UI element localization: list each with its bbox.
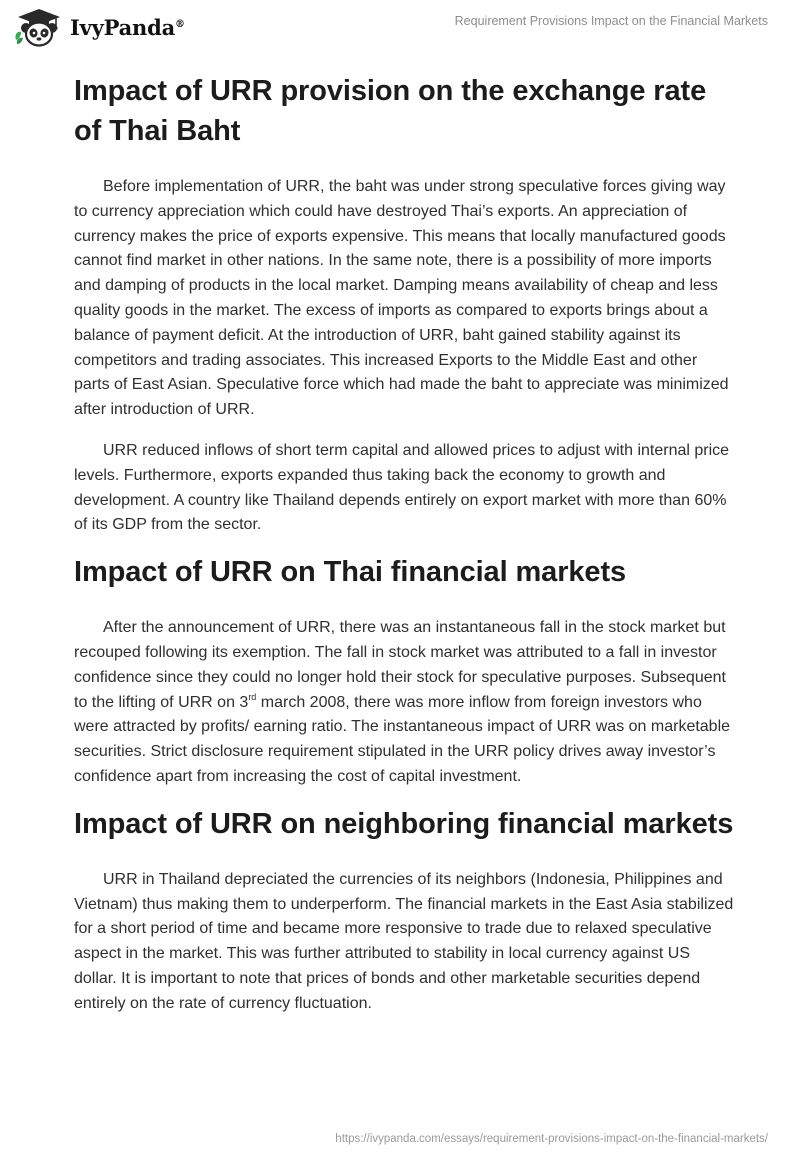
paragraph: URR reduced inflows of short term capital and allowed prices to adjust with internal price levels. Furthermore, exports expanded thus taking back the economy to growth and development. A country like Thailand depends entirely on export market with more than 60% of its GDP from the sector. bbox=[74, 441, 730, 534]
paragraph bbox=[74, 616, 734, 790]
logo-wordmark: IvyPanda® bbox=[70, 14, 185, 40]
ordinal-superscript: rd bbox=[248, 691, 257, 702]
paragraph: URR in Thailand depreciated the currencies of its neighbors (Indonesia, Philippines and Vietnam) thus making them to underperform. The financial markets in the East Asia stabilized for a short period of time and became more responsive to trade due to relaxed speculative aspect in the market. This was further attributed to stability in local currency against US dollar. It is important to note that prices of bonds and other marketable securities depend entirely on the rate of currency fluctuation. bbox=[74, 870, 734, 1012]
section-heading-neighboring-markets: Impact of URR on neighboring financial markets bbox=[74, 807, 734, 840]
document-title: Requirement Provisions Impact on the Financial Markets bbox=[454, 14, 768, 28]
article-body bbox=[74, 70, 734, 1017]
source-url[interactable]: https://ivypanda.com/essays/requirement-provisions-impact-on-the-financial-markets/ bbox=[335, 1133, 768, 1145]
paragraph-text-part: After the announcement of URR, there was an instantaneous fall in the stock market but recouped following its exemption. The fall in stock market was attributed to a fall in investor confidence since they could no longer hold their stock for speculative purposes. Subsequent to the lifting of URR on 3 bbox=[74, 619, 726, 711]
paragraph-text-part: march 2008, there was more inflow from foreign investors who were attracted by profits/ earning ratio. The instantaneous impact of URR was on marketable securities. Strict disclosure requirement stipulated in the URR policy drives away investor’s confidence apart from increasing the cost of capital investment. bbox=[74, 693, 731, 785]
panda-logo-icon bbox=[12, 6, 66, 48]
page-header bbox=[0, 0, 800, 64]
section-heading-exchange-rate: Impact of URR provision on the exchange rate of Thai Baht bbox=[74, 75, 707, 147]
section-heading-thai-financial-markets: Impact of URR on Thai financial markets bbox=[74, 556, 627, 589]
ivypanda-logo[interactable] bbox=[12, 6, 185, 48]
paragraph: Before implementation of URR, the baht was under strong speculative forces giving way to currency appreciation which could have destroyed Thai’s exports. An appreciation of currency makes the price of exports expensive. This means that locally manufactured goods cannot find market in other nations. In the same note, there is a possibility of more imports and damping of products in the local market. Damping means availability of cheap and less quality goods in the market. The excess of imports as compared to exports brings about a balance of payment deficit. At the introduction of URR, baht gained stability against its competitors and trading associates. This increased Exports to the Middle East and other parts of East Asian. Speculative force which had made the baht to appreciate was minimized after introduction of URR. bbox=[74, 178, 729, 419]
registered-mark: ® bbox=[175, 18, 185, 30]
